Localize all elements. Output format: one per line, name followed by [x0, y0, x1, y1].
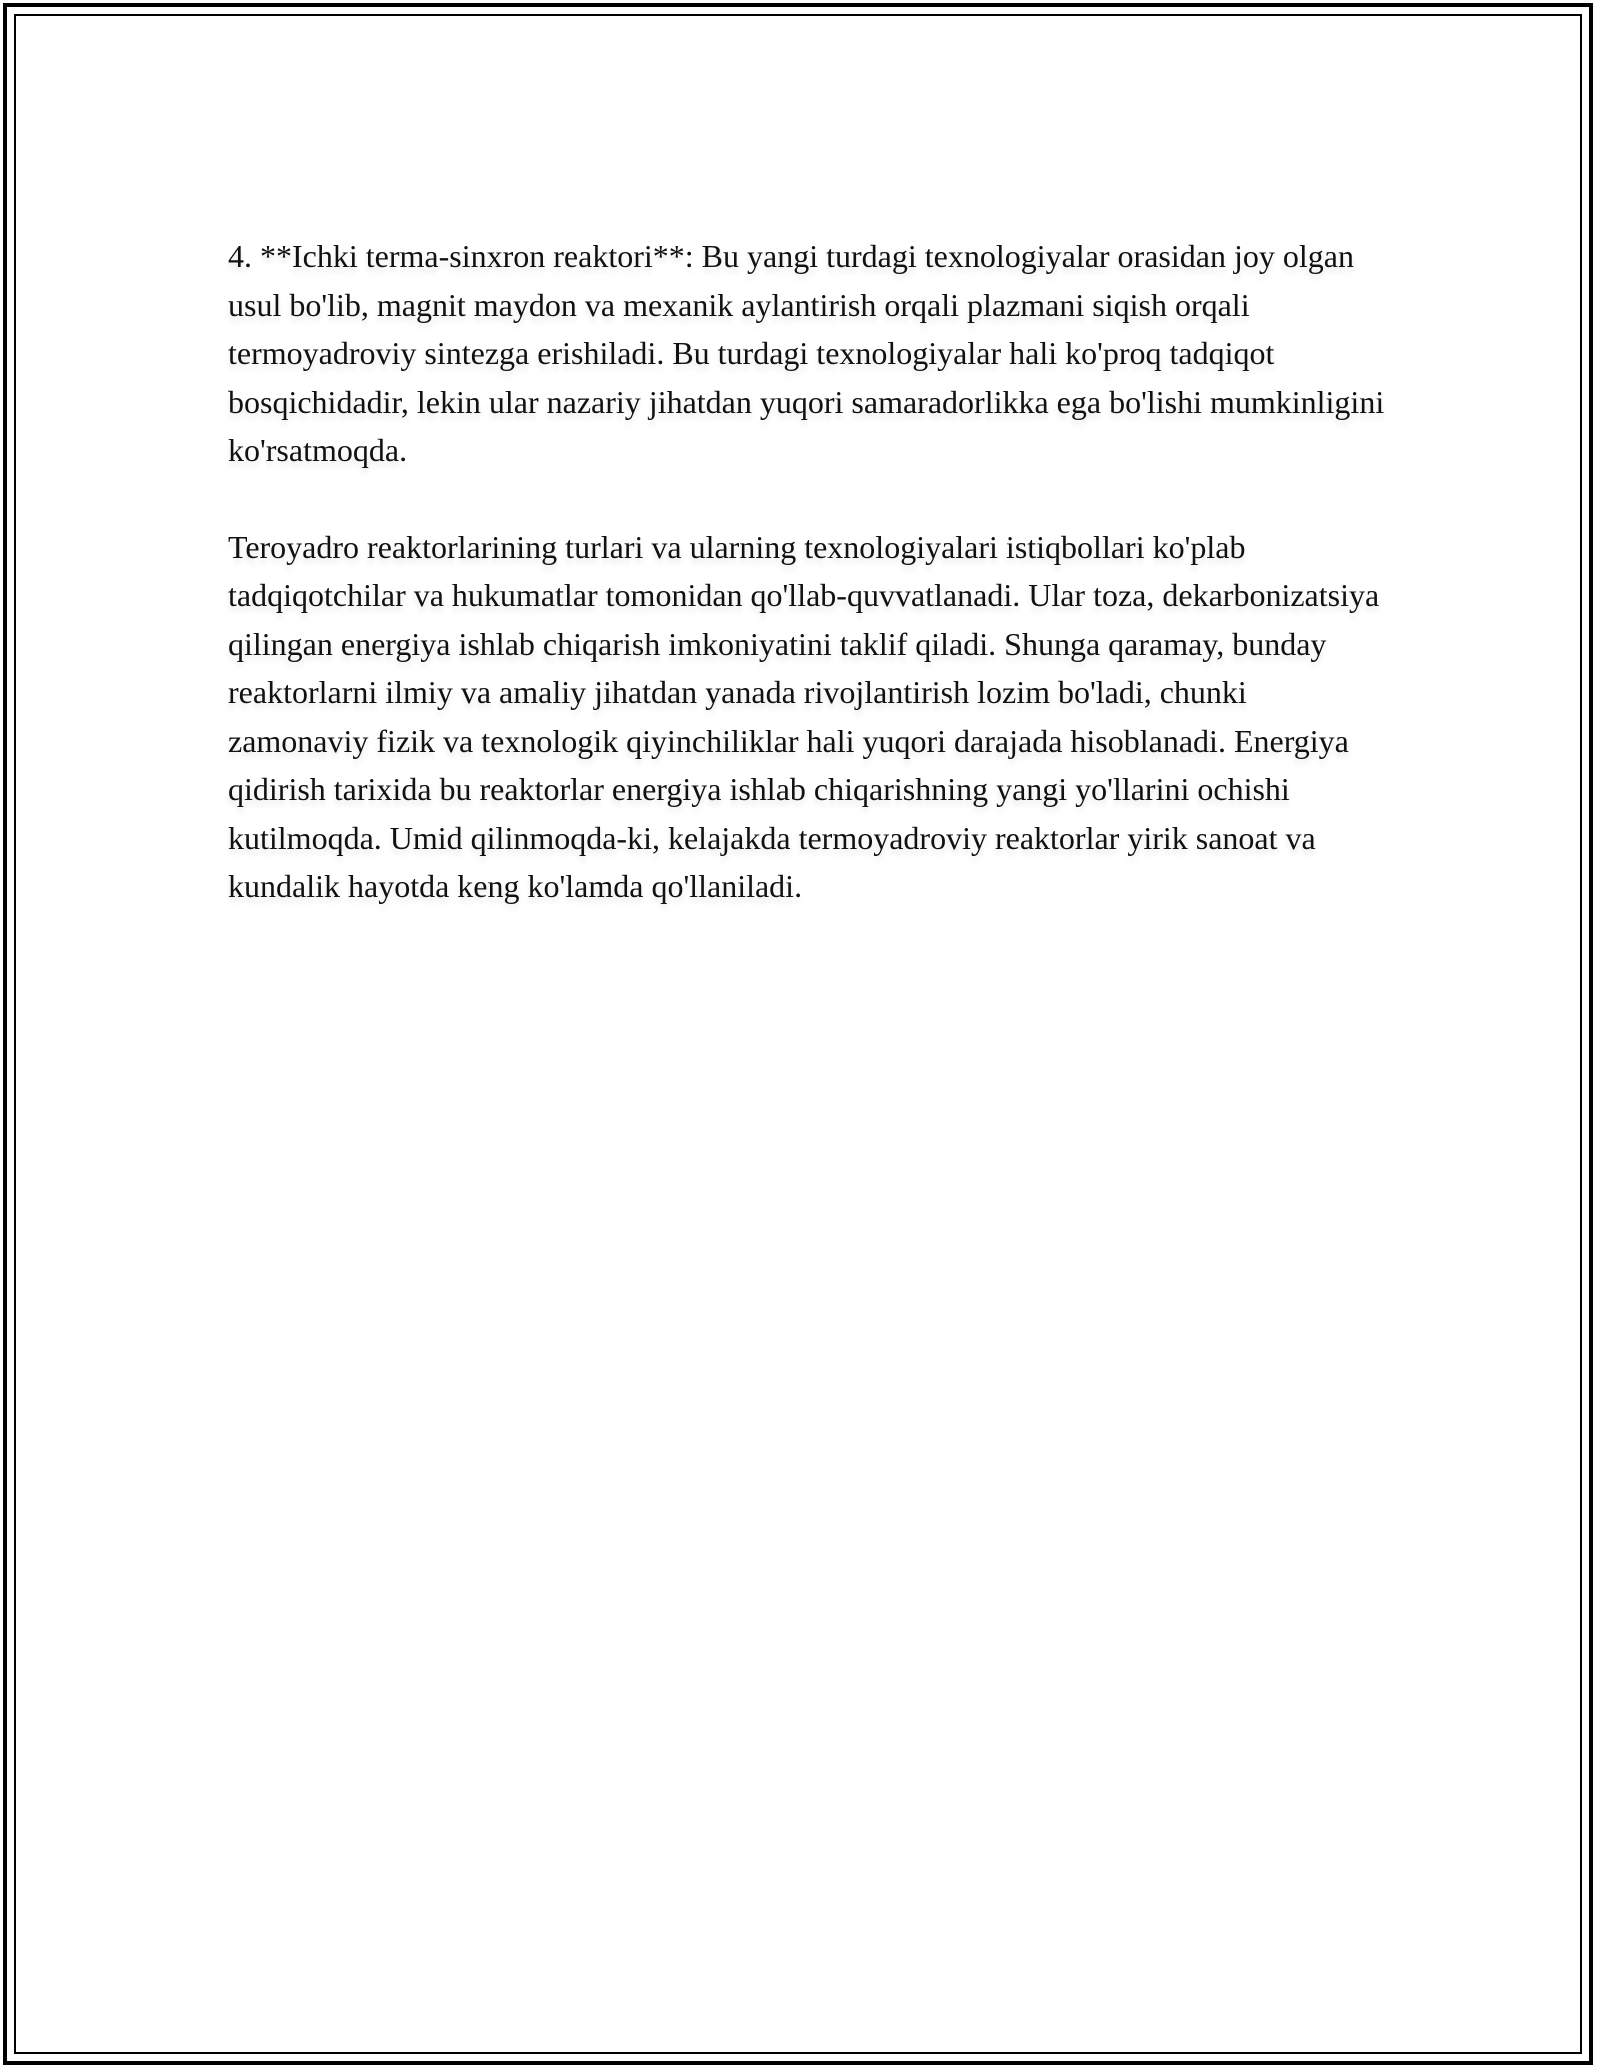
document-body: [228, 232, 1388, 959]
paragraph-teroyadro-reaktorlari-istiqbollari: Teroyadro reaktorlarining turlari va ularning texnologiyalari istiqbollari ko'plab tadqiqotchilar va hukumatlar tomonidan qo'llab-quvvatlanadi. Ular toza, dekarbonizatsiya qilingan energiya ishlab chiqarish imkoniyatini taklif qiladi. Shunga qaramay, bunday reaktorlarni ilmiy va amaliy jihatdan yanada rivojlantirish lozim bo'ladi, chunki zamonaviy fizik va texnologik qiyinchiliklar hali yuqori darajada hisoblanadi. Energiya qidirish tarixida bu reaktorlar energiya ishlab chiqarishning yangi yo'llarini ochishi kutilmoqda. Umid qilinmoqda-ki, kelajakda termoyadroviy reaktorlar yirik sanoat va kundalik hayotda keng ko'lamda qo'llaniladi.: [228, 528, 1380, 904]
paragraph-ichki-terma-sinxron-reaktori: 4. **Ichki terma-sinxron reaktori**: Bu yangi turdagi texnologiyalar orasidan joy olgan usul bo'lib, magnit maydon va mexanik aylantirish orqali plazmani siqish orqali termoyadroviy sintezga erishiladi. Bu turdagi texnologiyalar hali ko'proq tadqiqot bosqichidadir, lekin ular nazariy jihatdan yuqori samaradorlikka ega bo'lishi mumkinligini ko'rsatmoqda.: [228, 238, 1385, 468]
